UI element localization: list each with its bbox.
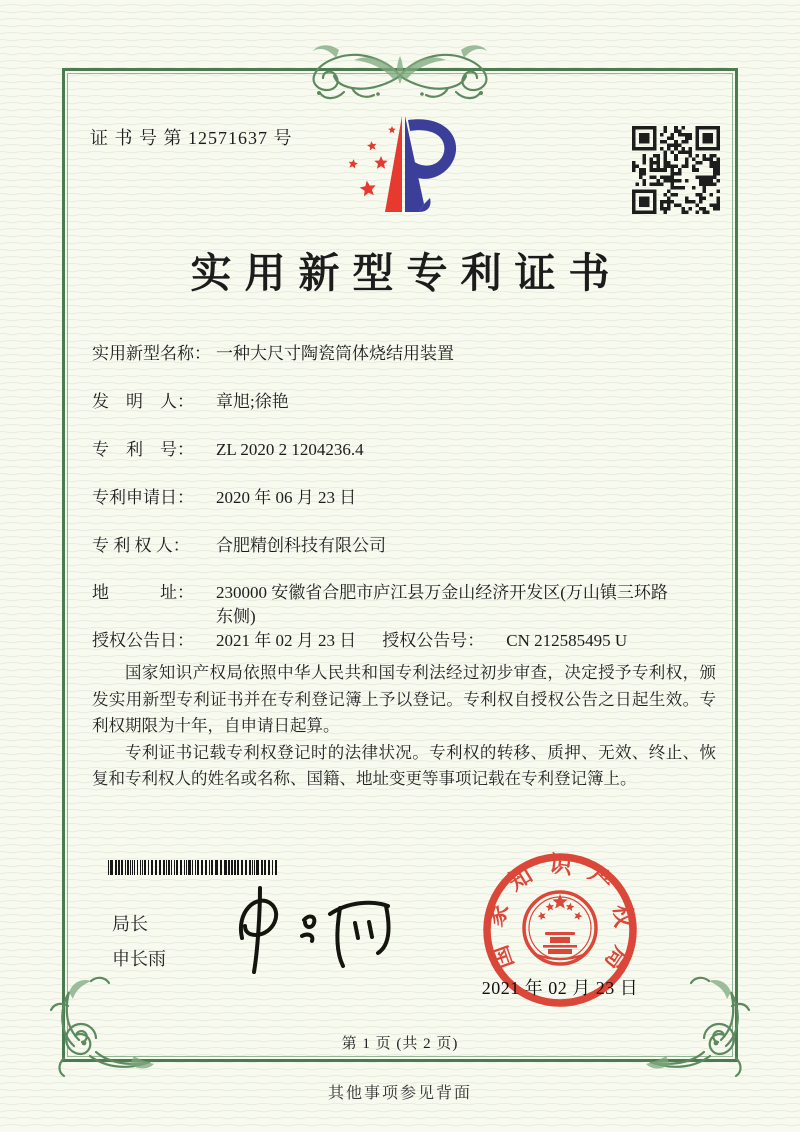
field-value: 2020 年 06 月 23 日 (216, 488, 357, 507)
field-patentee (92, 534, 717, 558)
body-text (92, 660, 716, 793)
cnipa-logo (340, 114, 470, 216)
barcode (108, 860, 278, 875)
national-emblem (524, 892, 596, 964)
page-number: 第 1 页 (共 2 页) (341, 1036, 459, 1052)
field-value: 230000 安徽省合肥市庐江县万金山经济开发区(万山镇三环路东侧) (216, 583, 668, 626)
certificate-number: 证 书 号 第 12571637 号 (90, 128, 293, 148)
field-address (92, 581, 717, 629)
field-label: 专 利 号： (92, 440, 194, 459)
bottom-right-ornament (644, 976, 756, 1078)
field-value: ZL 2020 2 1204236.4 (216, 440, 364, 459)
certificate-title: 实用新型专利证书 (190, 250, 623, 296)
field-value: 2021 年 02 月 23 日 (216, 631, 357, 650)
director-title: 局长 (112, 914, 148, 934)
field-utility-model-name (92, 342, 717, 366)
seal-date: 2021 年 02 月 23 日 (481, 978, 639, 998)
director-signature (212, 876, 422, 988)
back-note: 其他事项参见背面 (327, 1085, 472, 1102)
paragraph-register-statement: 专利证书记载专利权登记时的法律状况。专利权的转移、质押、无效、终止、恢复和专利权人的姓名或名称、国籍、地址变更等事项记载在专利登记簿上。 (92, 742, 716, 788)
field-grant-date (92, 629, 717, 653)
svg-text:国家知识产权局 (481, 850, 638, 988)
field-label: 地 址： (92, 583, 194, 602)
director-name: 申长雨 (112, 949, 166, 969)
bottom-left-ornament (44, 976, 156, 1078)
seal-text: 国家知识产权局 (481, 850, 639, 989)
field-label: 实用新型名称： (92, 344, 211, 363)
field-label: 专利申请日： (92, 488, 194, 507)
paragraph-grant-statement: 国家知识产权局依照中华人民共和国专利法经过初步审查，决定授予专利权，颁发实用新型专利证书并在专利登记簿上予以登记。专利权自授权公告之日起生效。专利权期限为十年，自申请日起算。 (92, 663, 716, 735)
field-grant-number-label: 授权公告号： (382, 631, 485, 650)
top-ornament (292, 36, 508, 104)
field-value: 一种大尺寸陶瓷筒体烧结用装置 (216, 344, 454, 363)
field-value: 章旭;徐艳 (216, 392, 289, 411)
qr-code (632, 126, 720, 214)
field-label: 授权公告日： (92, 631, 194, 650)
field-filing-date (92, 486, 717, 510)
field-label: 专 利 权 人： (92, 536, 190, 555)
field-grant-number-value: CN 212585495 U (506, 631, 628, 650)
field-inventor (92, 390, 717, 414)
field-value: 合肥精创科技有限公司 (216, 536, 386, 555)
field-label: 发 明 人： (92, 392, 194, 411)
field-patent-number (92, 438, 717, 462)
